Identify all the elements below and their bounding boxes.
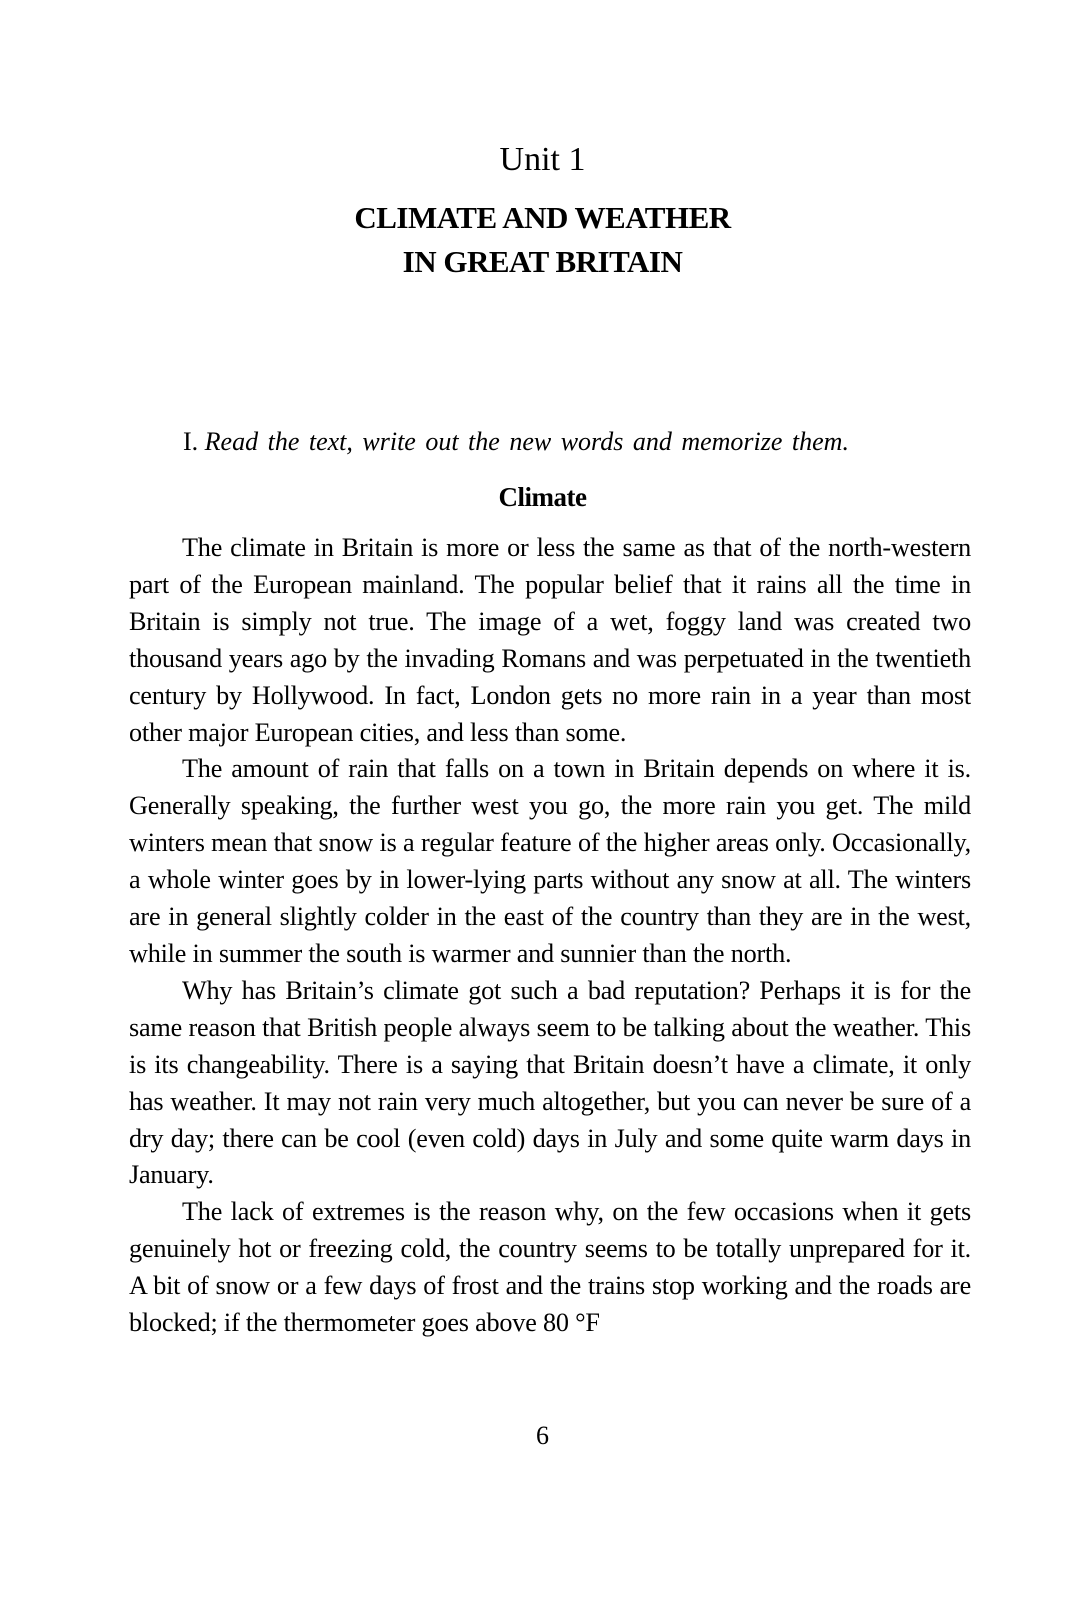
- unit-title-line-1: CLIMATE AND WEATHER: [354, 200, 731, 235]
- paragraph-1: The climate in Britain is more or less the same as that of the north-western part of the European mainland. The popular belief that it rains all the time in Britain is simply not true. The image of a wet, foggy land was created two thousand years ago by the invading Romans and was perpetuated in the twentieth century by Hollywood. In fact, London gets no more rain in a year than most other major European cities, and less than some.: [129, 533, 971, 747]
- exercise-instruction: [183, 424, 983, 460]
- page-number: 6: [536, 1421, 549, 1450]
- exercise-instruction-text: Read the text, write out the new words and memorize them.: [204, 427, 849, 456]
- paragraph-4: The lack of extremes is the reason why, on the few occasions when it gets genuinely hot or freezing cold, the country seems to be totally unprepared for it. A bit of snow or a few days of frost and the trains stop working and the roads are blocked; if the thermometer goes above 80 °F: [129, 1197, 971, 1338]
- unit-title-line-2: IN GREAT BRITAIN: [402, 244, 683, 279]
- unit-title: [0, 196, 1085, 284]
- section-heading: Climate: [498, 482, 587, 512]
- paragraph-3: Why has Britain’s climate got such a bad reputation? Perhaps it is for the same reason that British people always seem to be talking about the weather. This is its changeability. There is a saying that Britain doesn’t have a climate, it only has weather. It may not rain very much altogether, but you can never be sure of a dry day; there can be cool (even cold) days in July and some quite warm days in January.: [129, 975, 971, 1190]
- unit-label: Unit 1: [499, 141, 586, 178]
- paragraph-2: The amount of rain that falls on a town in Britain depends on where it is. Generally speaking, the further west you go, the more rain you get. The mild winters mean that snow is a regular feature of the higher areas only. Occasionally, a whole winter goes by in lower-lying parts without any snow at all. The winters are in general slightly colder in the east of the country than they are in the west, while in summer the south is warmer and sunnier than the north.: [129, 754, 971, 968]
- body-text: [129, 530, 971, 1342]
- exercise-number: I.: [183, 427, 199, 456]
